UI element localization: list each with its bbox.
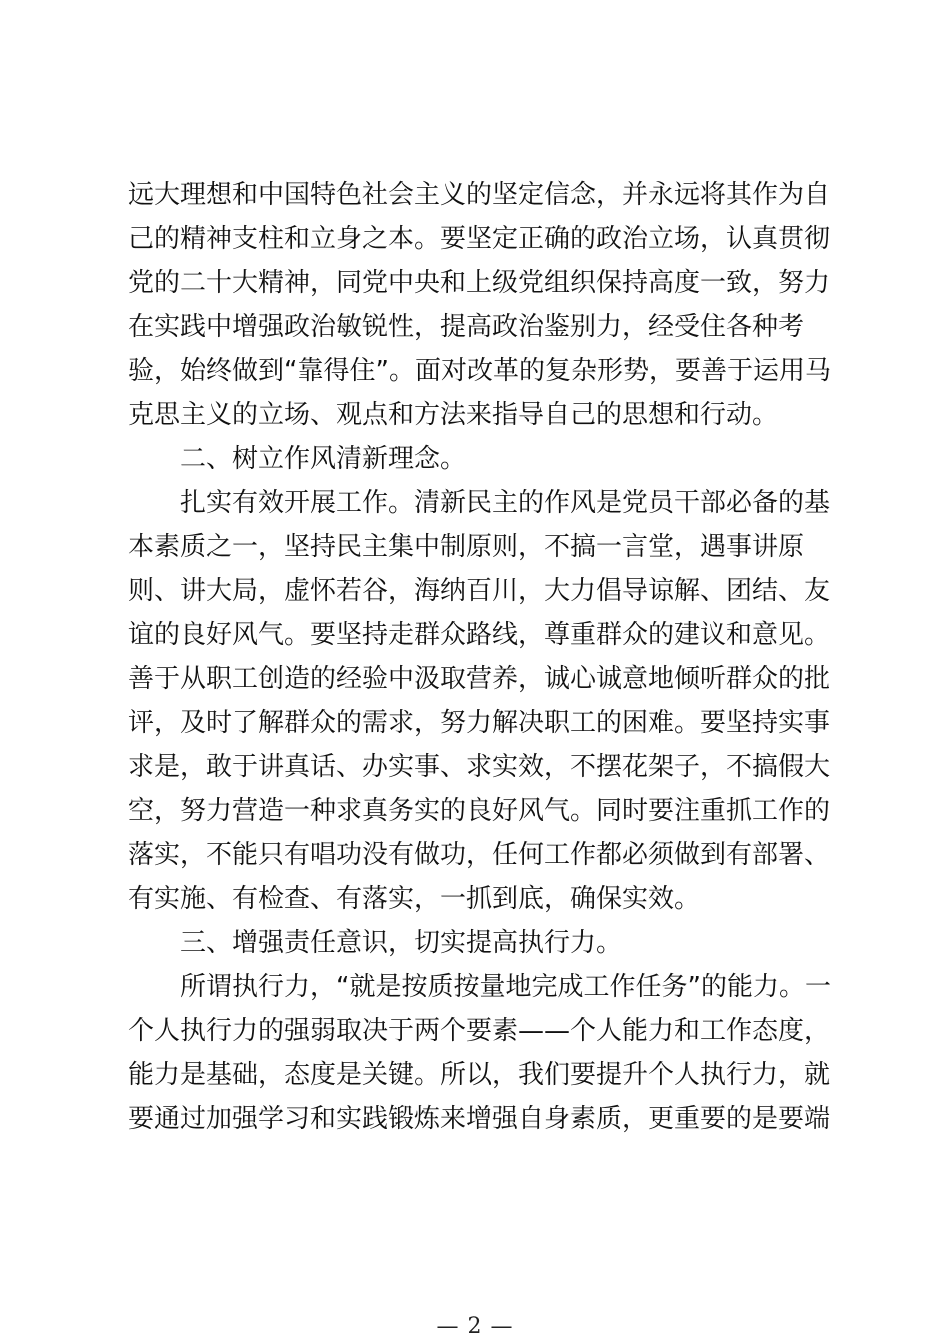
page-number: — 2 — <box>436 1314 514 1339</box>
text-line: 有实施、有检查、有落实，一抓到底，确保实效。 <box>128 884 701 914</box>
text-line: 谊的良好风气。要坚持走群众路线，尊重群众的建议和意见。 <box>128 620 831 650</box>
text-line: 验，始终做到“靠得住”。面对改革的复杂形势，要善于运用马 <box>128 356 831 386</box>
paragraph-start: 所谓执行力，“就是按质按量地完成工作任务”的能力。一 <box>180 972 831 1002</box>
text-line: 己的精神支柱和立身之本。要坚定正确的政治立场，认真贯彻 <box>128 224 831 254</box>
text-line: 求是，敢于讲真话、办实事、求实效，不摆花架子，不搞假大 <box>128 752 831 782</box>
text-line: 能力是基础，态度是关键。所以，我们要提升个人执行力，就 <box>128 1060 831 1090</box>
text-line: 远大理想和中国特色社会主义的坚定信念，并永远将其作为自 <box>128 180 831 210</box>
text-line: 评，及时了解群众的需求，努力解决职工的困难。要坚持实事 <box>128 708 831 738</box>
text-line: 空，努力营造一种求真务实的良好风气。同时要注重抓工作的 <box>128 796 831 826</box>
section-heading: 三、增强责任意识，切实提高执行力。 <box>180 928 623 958</box>
text-line: 则、讲大局，虚怀若谷，海纳百川，大力倡导谅解、团结、友 <box>128 576 831 606</box>
text-line: 本素质之一，坚持民主集中制原则，不搞一言堂，遇事讲原 <box>128 532 805 562</box>
paragraph-start: 扎实有效开展工作。清新民主的作风是党员干部必备的基 <box>180 488 831 518</box>
text-line: 在实践中增强政治敏锐性，提高政治鉴别力，经受住各种考 <box>128 312 805 342</box>
text-line: 党的二十大精神，同党中央和上级党组织保持高度一致，努力 <box>128 268 831 298</box>
text-line: 克思主义的立场、观点和方法来指导自己的思想和行动。 <box>128 400 779 430</box>
text-line: 善于从职工创造的经验中汲取营养，诚心诚意地倾听群众的批 <box>128 664 831 694</box>
text-line: 要通过加强学习和实践锻炼来增强自身素质，更重要的是要端 <box>128 1104 831 1134</box>
text-line: 落实，不能只有唱功没有做功，任何工作都必须做到有部署、 <box>128 840 831 870</box>
body-text <box>128 173 831 1141</box>
text-line: 个人执行力的强弱取决于两个要素——个人能力和工作态度， <box>128 1016 831 1046</box>
section-heading: 二、树立作风清新理念。 <box>180 444 467 474</box>
